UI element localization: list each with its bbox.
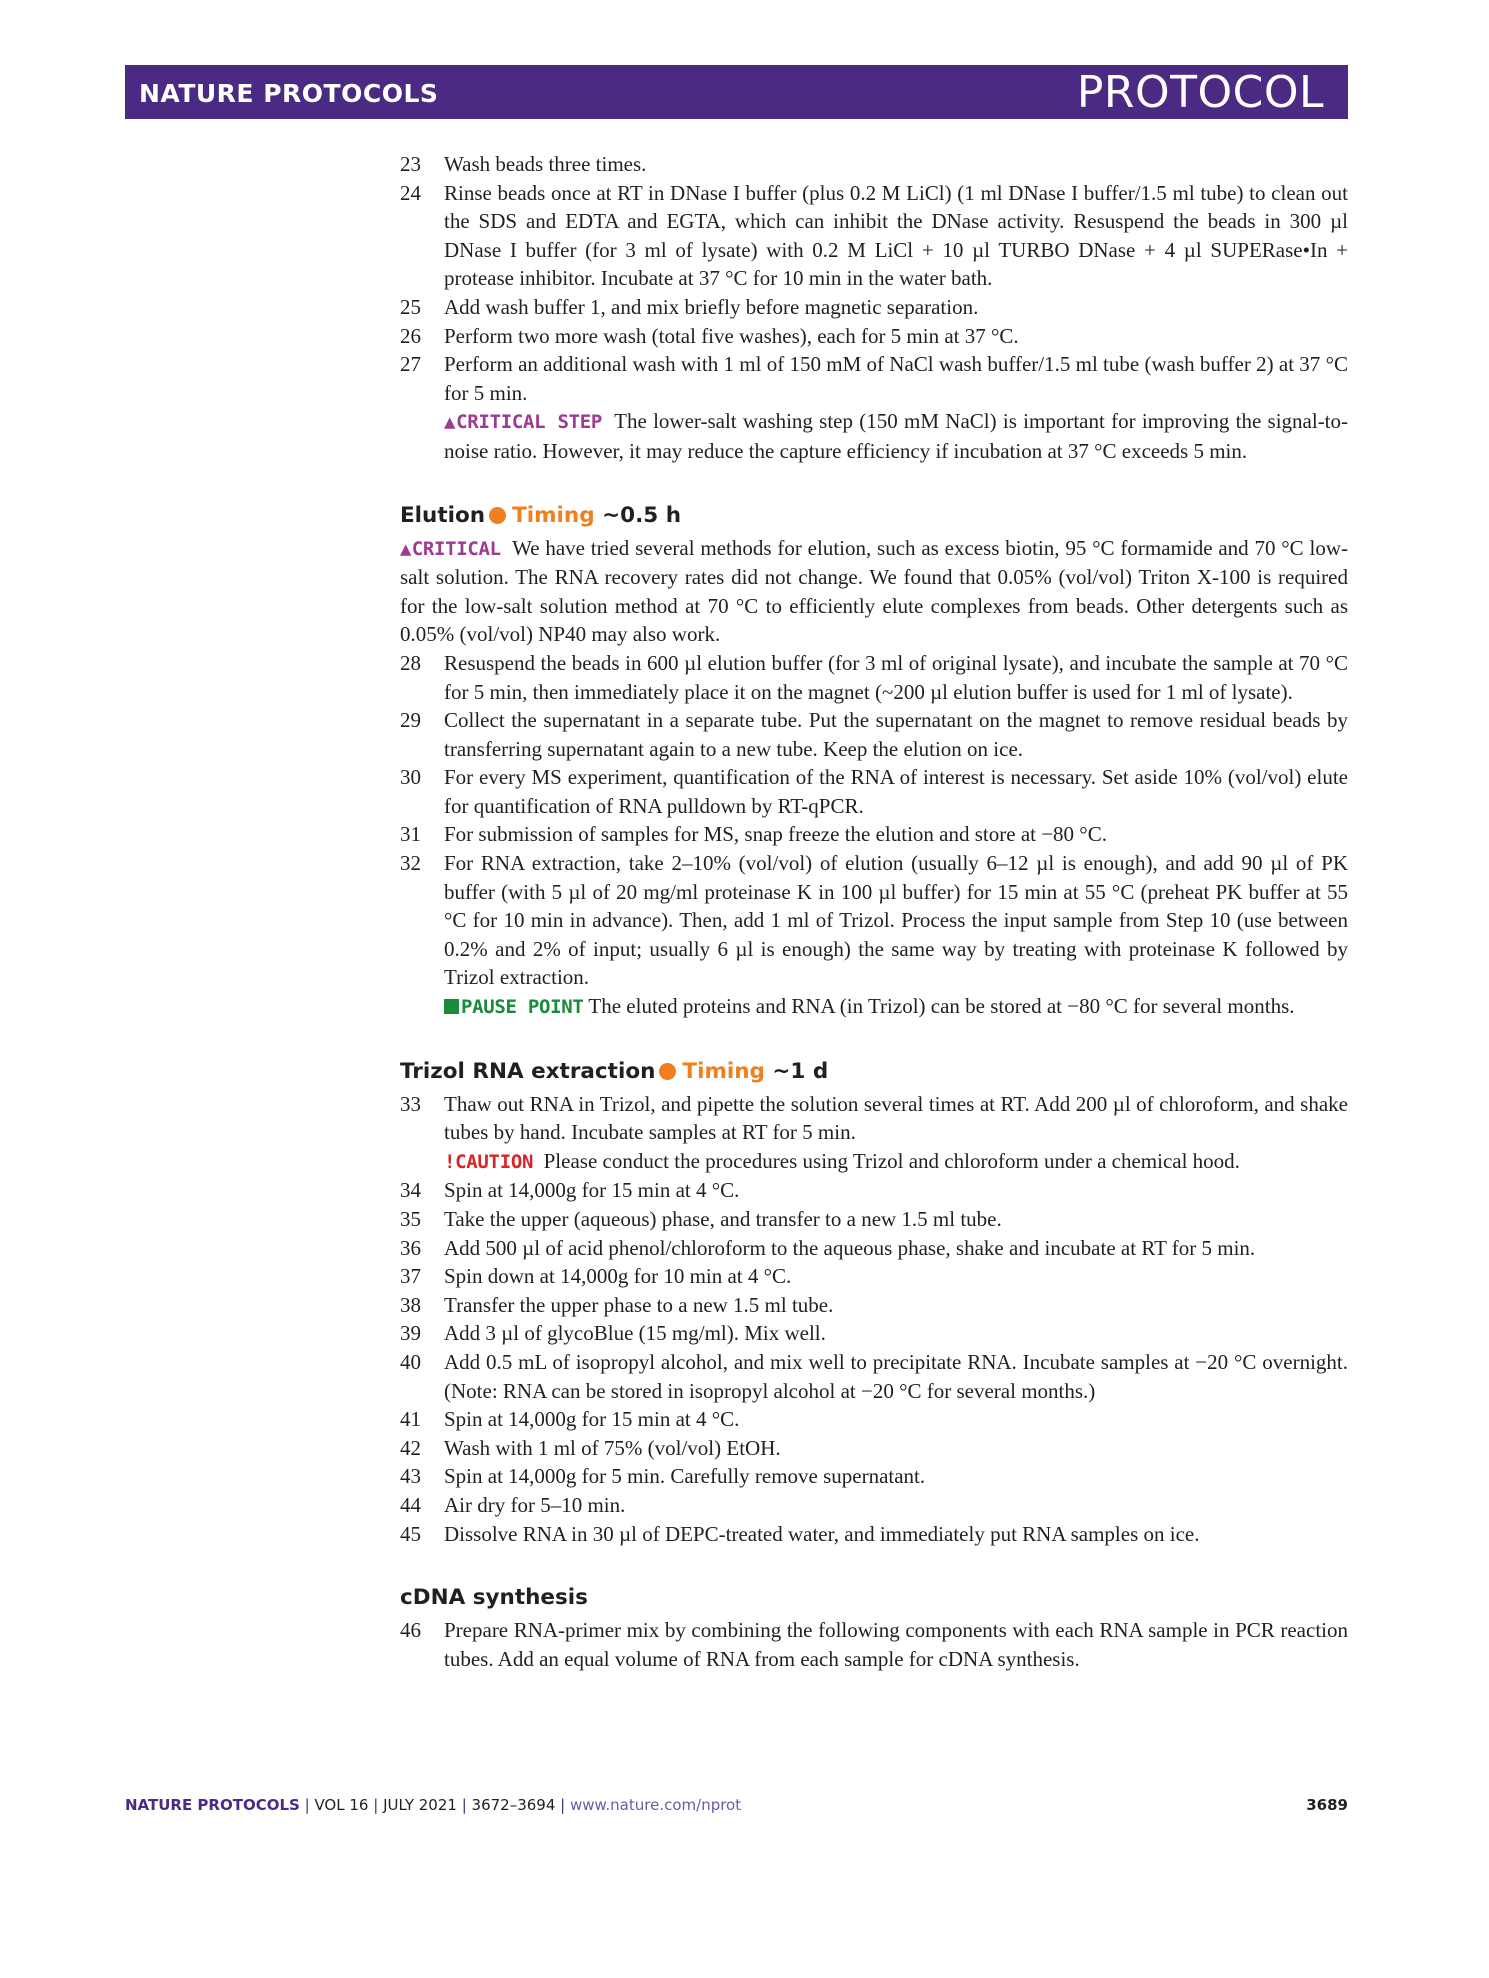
step-text: Spin at 14,000g for 15 min at 4 °C. [444,1407,740,1432]
protocol-step [400,1434,1348,1463]
critical-step-note [444,407,1348,465]
step-text: Rinse beads once at RT in DNase I buffer (plus 0.2 M LiCl) (1 ml DNase I buffer/1.5 ml tube) to clean out the SDS and EDTA and EGTA, which can inhibit the DNase activity. Resuspend the beads in 300 µl DNase I buffer (for 3 ml of lysate) with 0.2 M LiCl + 10 µl TURBO DNase + 4 µl SUPERase•In + protease inhibitor. Incubate at 37 °C for 10 min in the water bath. [444,180,1348,291]
protocol-step [400,1348,1348,1405]
protocol-step [400,849,1348,992]
step-number: 33 [400,1091,421,1116]
step-number: 43 [400,1464,421,1489]
elution-timing-value: ~0.5 h [602,502,682,528]
step-number: 39 [400,1321,421,1346]
step-list-cdna [400,1616,1348,1673]
step-number: 44 [400,1492,421,1517]
step-number: 34 [400,1178,421,1203]
step-text: Perform two more wash (total five washes), each for 5 min at 37 °C. [444,323,1019,348]
step-text: Prepare RNA-primer mix by combining the following components with each RNA sample in PCR reaction tubes. Add an equal volume of RNA from each sample for cDNA synthesis. [444,1618,1348,1671]
step-number: 40 [400,1349,421,1374]
step-number: 25 [400,294,421,319]
step-text: Add wash buffer 1, and mix briefly before magnetic separation. [444,294,979,319]
journal-name: NATURE PROTOCOLS [139,79,439,108]
step-text: Spin at 14,000g for 5 min. Carefully remove supernatant. [444,1464,926,1489]
section-heading-elution: Elution Timing ~0.5 h [400,502,682,528]
protocol-step [400,649,1348,706]
protocol-step [400,1520,1348,1549]
section-heading-cdna: cDNA synthesis [400,1585,588,1611]
step-number: 37 [400,1264,421,1289]
step-number: 41 [400,1407,421,1432]
timing-dot-icon [489,507,506,524]
critical-text: We have tried several methods for elution, such as excess biotin, 95 °C formamide and 70 °C low-salt solution. The RNA recovery rates did not change. We found that 0.05% (vol/vol) Triton X-100 is required for the low-salt solution method at 70 °C to efficiently elute complexes from beads. Other detergents such as 0.05% (vol/vol) NP40 may also work. [400,535,1348,647]
step-text: Spin at 14,000g for 15 min at 4 °C. [444,1178,740,1203]
protocol-step [400,1176,1348,1205]
step-number: 30 [400,765,421,790]
protocol-step [400,1405,1348,1434]
step-number: 27 [400,352,421,377]
protocol-step [400,322,1348,351]
step-text: Transfer the upper phase to a new 1.5 ml tube. [444,1292,834,1317]
step-number: 26 [400,323,421,348]
step-number: 35 [400,1207,421,1231]
protocol-step [400,1491,1348,1520]
step-text: For submission of samples for MS, snap freeze the elution and store at −80 °C. [444,822,1107,847]
footer-journal: NATURE PROTOCOLS [125,1796,300,1814]
trizol-timing-value: ~1 d [772,1058,829,1084]
section-heading-trizol: Trizol RNA extraction Timing ~1 d [400,1058,829,1084]
step-text: Dissolve RNA in 30 µl of DEPC-treated water, and immediately put RNA samples on ice. [444,1521,1200,1546]
protocol-step [400,1262,1348,1291]
step-text: Thaw out RNA in Trizol, and pipette the solution several times at RT. Add 200 µl of chloroform, and shake tubes by hand. Incubate samples at RT for 5 min. [444,1091,1348,1145]
step-number: 36 [400,1235,421,1260]
protocol-step [400,706,1348,763]
critical-note-elution [400,534,1348,649]
caution-text: Please conduct the procedures using Trizol and chloroform under a chemical hood. [543,1148,1240,1173]
step-number: 46 [400,1618,421,1643]
critical-step-text: The lower-salt washing step (150 mM NaCl) is important for improving the signal-to-noise ratio. However, it may reduce the capture efficiency if incubation at 37 °C exceeds 5 min. [444,409,1349,463]
protocol-step [400,1291,1348,1320]
step-number: 29 [400,708,421,733]
protocol-step [400,1462,1348,1491]
step-number: 45 [400,1521,421,1546]
step-text: Spin down at 14,000g for 10 min at 4 °C. [444,1264,792,1289]
protocol-step [400,1616,1348,1673]
step-list-trizol [400,1176,1348,1548]
footer-issue: JULY 2021 [383,1796,457,1814]
critical-label: ▲CRITICAL [400,537,501,560]
step-text: Collect the supernatant in a separate tube. Put the supernatant on the magnet to remove residual beads by transferring supernatant again to a new tube. Keep the elution on ice. [444,708,1348,761]
step-text: Add 3 µl of glycoBlue (15 mg/ml). Mix well. [444,1321,826,1346]
protocol-step [400,1319,1348,1348]
caution-note [444,1147,1348,1177]
step-number: 38 [400,1292,421,1317]
step-text: For every MS experiment, quantification of the RNA of interest is necessary. Set aside 10% (vol/vol) elute for quantification of RNA pulldown by RT-qPCR. [444,765,1348,818]
step-text: Wash beads three times. [444,152,647,176]
step-number: 31 [400,822,421,847]
protocol-step [400,1090,1348,1147]
step-text: Add 500 µl of acid phenol/chloroform to the aqueous phase, shake and incubate at RT for 5 min. [444,1235,1256,1260]
step-list-elution [400,649,1348,992]
step-number: 28 [400,650,421,675]
pause-square-icon [444,999,459,1014]
page-content [400,150,1348,1673]
footer-volume: VOL 16 [314,1796,369,1814]
footer-pages: 3672–3694 [471,1796,556,1814]
pause-point-label: PAUSE POINT [444,996,584,1018]
step-text: For RNA extraction, take 2–10% (vol/vol) of elution (usually 6–12 µl is enough), and add 90 µl of PK buffer (with 5 µl of 20 mg/ml proteinase K in 100 µl buffer) for 15 min at 55 °C (preheat PK buffer at 55 °C for 10 min in advance). Then, add 1 ml of Trizol. Process the input sample from Step 10 (use between 0.2% and 2% of input; usually 6 µl is enough) the same way by treating with proteinase K followed by Trizol extraction. [444,851,1348,990]
step-list-washes [400,150,1348,407]
protocol-step [400,179,1348,293]
page-footer: NATURE PROTOCOLS | VOL 16 | JULY 2021 | 3672–3694 | www.nature.com/nprot 3689 [125,1796,1348,1814]
step-text: Perform an additional wash with 1 ml of 150 mM of NaCl wash buffer/1.5 ml tube (wash buffer 2) at 37 °C for 5 min. [444,352,1348,405]
article-type-label: PROTOCOL [1076,67,1324,118]
protocol-step [400,1234,1348,1263]
step-text: Wash with 1 ml of 75% (vol/vol) EtOH. [444,1435,781,1460]
protocol-step [400,763,1348,820]
protocol-step [400,820,1348,849]
pause-point-text: The eluted proteins and RNA (in Trizol) can be stored at −80 °C for several months. [588,994,1295,1019]
pause-point-note [444,992,1348,1022]
step-text: Add 0.5 mL of isopropyl alcohol, and mix well to precipitate RNA. Incubate samples at −20 °C overnight. (Note: RNA can be stored in isopropyl alcohol at −20 °C for several months.) [444,1349,1348,1403]
protocol-step [400,350,1348,407]
protocol-step [400,1205,1348,1234]
caution-label: !CAUTION [444,1150,534,1173]
step-number: 32 [400,851,421,876]
timing-dot-icon [659,1063,676,1080]
footer-url-link[interactable]: www.nature.com/nprot [569,1796,742,1814]
journal-header-bar [125,65,1348,119]
step-text: Take the upper (aqueous) phase, and transfer to a new 1.5 ml tube. [444,1207,1002,1231]
step-text: Air dry for 5–10 min. [444,1492,626,1517]
step-number: 42 [400,1435,421,1460]
step-number: 24 [400,180,421,205]
protocol-step [400,150,1348,179]
critical-step-label: ▲CRITICAL STEP [444,411,602,434]
page-number: 3689 [1306,1796,1348,1814]
protocol-step [400,293,1348,322]
step-number: 23 [400,152,421,176]
step-text: Resuspend the beads in 600 µl elution buffer (for 3 ml of original lysate), and incubate the sample at 70 °C for 5 min, then immediately place it on the magnet (~200 µl elution buffer is used for 1 ml of lysate). [444,650,1348,704]
